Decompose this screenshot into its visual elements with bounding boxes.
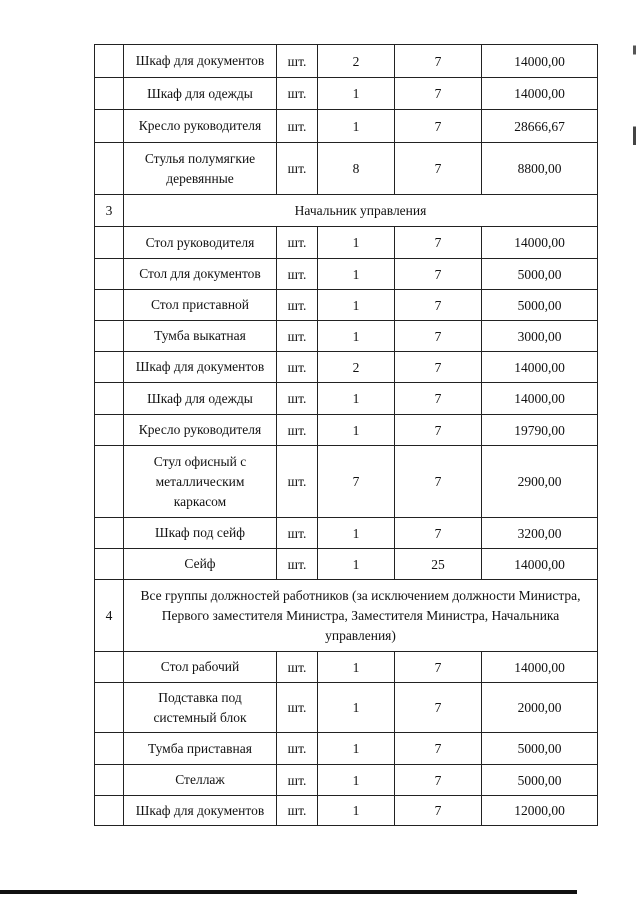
row-number-cell <box>95 518 124 549</box>
table-row <box>95 446 598 518</box>
quantity-cell: 1 <box>318 415 395 446</box>
service-years-cell: 7 <box>395 796 482 826</box>
table-row <box>95 765 598 796</box>
price-cell: 14000,00 <box>482 45 598 78</box>
unit-cell: шт. <box>277 765 318 796</box>
unit-cell: шт. <box>277 383 318 415</box>
unit-cell: шт. <box>277 227 318 259</box>
service-years-cell: 7 <box>395 45 482 78</box>
table-row <box>95 652 598 683</box>
page-bottom-line <box>0 890 577 894</box>
item-name-cell: Кресло руководителя <box>124 415 277 446</box>
unit-cell: шт. <box>277 796 318 826</box>
row-number-cell <box>95 45 124 78</box>
table-row <box>95 290 598 321</box>
quantity-cell: 2 <box>318 352 395 383</box>
service-years-cell: 7 <box>395 765 482 796</box>
quantity-cell: 1 <box>318 549 395 580</box>
row-number-cell <box>95 259 124 290</box>
table-row <box>95 549 598 580</box>
furniture-norms-table <box>94 44 598 826</box>
item-name-cell: Подставка под системный блок <box>124 683 277 733</box>
group-header-row <box>95 580 598 652</box>
price-cell: 12000,00 <box>482 796 598 826</box>
table-row <box>95 259 598 290</box>
quantity-cell: 7 <box>318 446 395 518</box>
quantity-cell: 1 <box>318 652 395 683</box>
item-name-cell: Шкаф для одежды <box>124 78 277 110</box>
unit-cell: шт. <box>277 45 318 78</box>
service-years-cell: 7 <box>395 110 482 143</box>
quantity-cell: 1 <box>318 796 395 826</box>
row-number-cell <box>95 765 124 796</box>
quantity-cell: 2 <box>318 45 395 78</box>
item-name-cell: Шкаф для одежды <box>124 383 277 415</box>
price-cell: 5000,00 <box>482 733 598 765</box>
unit-cell: шт. <box>277 290 318 321</box>
row-number-cell <box>95 352 124 383</box>
table-row <box>95 45 598 78</box>
service-years-cell: 7 <box>395 733 482 765</box>
row-number-cell <box>95 733 124 765</box>
scan-edge-mark <box>633 0 636 905</box>
table-row <box>95 143 598 195</box>
item-name-cell: Стулья полумягкие деревянные <box>124 143 277 195</box>
group-title-cell: Начальник управления <box>124 195 598 227</box>
service-years-cell: 7 <box>395 78 482 110</box>
table-row <box>95 352 598 383</box>
price-cell: 14000,00 <box>482 352 598 383</box>
quantity-cell: 1 <box>318 683 395 733</box>
service-years-cell: 7 <box>395 227 482 259</box>
table-row <box>95 227 598 259</box>
table-row <box>95 683 598 733</box>
unit-cell: шт. <box>277 652 318 683</box>
item-name-cell: Тумба приставная <box>124 733 277 765</box>
price-cell: 8800,00 <box>482 143 598 195</box>
unit-cell: шт. <box>277 518 318 549</box>
item-name-cell: Стол рабочий <box>124 652 277 683</box>
quantity-cell: 1 <box>318 78 395 110</box>
service-years-cell: 7 <box>395 290 482 321</box>
group-title-cell: Все группы должностей работников (за исключением должности Министра, Первого заместителя Министра, Заместителя Министра, Начальника управления) <box>124 580 598 652</box>
price-cell: 14000,00 <box>482 227 598 259</box>
item-name-cell: Стол для документов <box>124 259 277 290</box>
row-number-cell <box>95 321 124 352</box>
item-name-cell: Стеллаж <box>124 765 277 796</box>
table-body <box>95 45 598 826</box>
quantity-cell: 1 <box>318 290 395 321</box>
service-years-cell: 7 <box>395 143 482 195</box>
service-years-cell: 7 <box>395 652 482 683</box>
table-row <box>95 78 598 110</box>
item-name-cell: Тумба выкатная <box>124 321 277 352</box>
price-cell: 2900,00 <box>482 446 598 518</box>
item-name-cell: Шкаф для документов <box>124 45 277 78</box>
table-row <box>95 321 598 352</box>
price-cell: 14000,00 <box>482 383 598 415</box>
row-number-cell: 3 <box>95 195 124 227</box>
price-cell: 2000,00 <box>482 683 598 733</box>
row-number-cell <box>95 143 124 195</box>
service-years-cell: 7 <box>395 383 482 415</box>
row-number-cell <box>95 549 124 580</box>
unit-cell: шт. <box>277 143 318 195</box>
item-name-cell: Сейф <box>124 549 277 580</box>
table-row <box>95 796 598 826</box>
quantity-cell: 1 <box>318 227 395 259</box>
unit-cell: шт. <box>277 78 318 110</box>
service-years-cell: 7 <box>395 321 482 352</box>
unit-cell: шт. <box>277 683 318 733</box>
price-cell: 5000,00 <box>482 765 598 796</box>
price-cell: 3200,00 <box>482 518 598 549</box>
unit-cell: шт. <box>277 110 318 143</box>
unit-cell: шт. <box>277 549 318 580</box>
quantity-cell: 8 <box>318 143 395 195</box>
price-cell: 5000,00 <box>482 259 598 290</box>
item-name-cell: Стол приставной <box>124 290 277 321</box>
row-number-cell <box>95 383 124 415</box>
service-years-cell: 7 <box>395 518 482 549</box>
row-number-cell <box>95 446 124 518</box>
unit-cell: шт. <box>277 259 318 290</box>
row-number-cell <box>95 78 124 110</box>
item-name-cell: Шкаф для документов <box>124 796 277 826</box>
item-name-cell: Стол руководителя <box>124 227 277 259</box>
price-cell: 3000,00 <box>482 321 598 352</box>
item-name-cell: Стул офисный с металлическим каркасом <box>124 446 277 518</box>
unit-cell: шт. <box>277 352 318 383</box>
service-years-cell: 25 <box>395 549 482 580</box>
row-number-cell <box>95 796 124 826</box>
quantity-cell: 1 <box>318 259 395 290</box>
unit-cell: шт. <box>277 321 318 352</box>
quantity-cell: 1 <box>318 765 395 796</box>
quantity-cell: 1 <box>318 733 395 765</box>
unit-cell: шт. <box>277 415 318 446</box>
price-cell: 28666,67 <box>482 110 598 143</box>
table-row <box>95 733 598 765</box>
row-number-cell <box>95 652 124 683</box>
unit-cell: шт. <box>277 446 318 518</box>
row-number-cell <box>95 683 124 733</box>
service-years-cell: 7 <box>395 415 482 446</box>
item-name-cell: Шкаф для документов <box>124 352 277 383</box>
unit-cell: шт. <box>277 733 318 765</box>
row-number-cell <box>95 227 124 259</box>
service-years-cell: 7 <box>395 446 482 518</box>
item-name-cell: Кресло руководителя <box>124 110 277 143</box>
price-cell: 19790,00 <box>482 415 598 446</box>
price-cell: 14000,00 <box>482 78 598 110</box>
row-number-cell <box>95 110 124 143</box>
table-row <box>95 110 598 143</box>
table-row <box>95 415 598 446</box>
table-row <box>95 383 598 415</box>
quantity-cell: 1 <box>318 321 395 352</box>
row-number-cell <box>95 415 124 446</box>
quantity-cell: 1 <box>318 383 395 415</box>
price-cell: 5000,00 <box>482 290 598 321</box>
price-cell: 14000,00 <box>482 652 598 683</box>
service-years-cell: 7 <box>395 683 482 733</box>
price-cell: 14000,00 <box>482 549 598 580</box>
service-years-cell: 7 <box>395 352 482 383</box>
group-header-row <box>95 195 598 227</box>
quantity-cell: 1 <box>318 518 395 549</box>
row-number-cell: 4 <box>95 580 124 652</box>
table-row <box>95 518 598 549</box>
item-name-cell: Шкаф под сейф <box>124 518 277 549</box>
quantity-cell: 1 <box>318 110 395 143</box>
service-years-cell: 7 <box>395 259 482 290</box>
row-number-cell <box>95 290 124 321</box>
